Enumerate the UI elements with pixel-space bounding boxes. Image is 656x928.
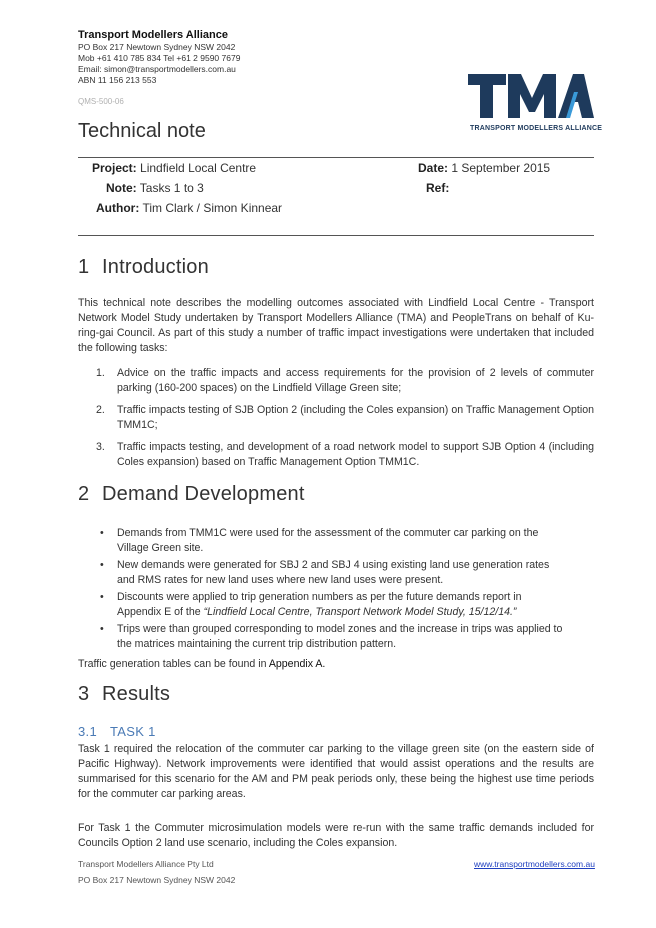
- section-2-heading: [78, 483, 305, 506]
- bullet-icon: •: [100, 559, 104, 571]
- section-3-title: Results: [102, 683, 171, 705]
- ref-label: Ref:: [426, 181, 450, 195]
- org-name: Transport Modellers Alliance: [78, 29, 228, 41]
- list-number: 1.: [96, 367, 105, 379]
- date-label: Date:: [418, 161, 449, 175]
- section-1-title: Introduction: [102, 256, 209, 278]
- appendix-note-text: Traffic generation tables can be found in: [78, 658, 269, 670]
- list-item-text: Traffic impacts testing of SJB Option 2 (including the Coles expansion) on Traffic Management Option TMM1C;: [117, 404, 594, 431]
- list-item: [96, 590, 566, 619]
- tma-logo: [466, 72, 603, 136]
- doc-code: QMS-500-06: [78, 97, 124, 106]
- list-item: [96, 440, 594, 470]
- section-1-number: 1: [78, 256, 90, 278]
- task1-paragraph-1: Task 1 required the relocation of the commuter car parking to the village green site (on the eastern side of Pacific Highway). Network improvements were identified that would assist operations and the results are summarised for this scenario for the AM and PM peak periods only, these being the highest use time periods for the commuter car parking areas.: [78, 743, 594, 800]
- list-number: 3.: [96, 441, 105, 453]
- appendix-note: [78, 657, 594, 672]
- list-item-text: Demands from TMM1C were used for the assessment of the commuter car parking on the Village Green site.: [117, 527, 539, 554]
- org-address: PO Box 217 Newtown Sydney NSW 2042: [78, 42, 236, 52]
- section-3-number: 3: [78, 683, 90, 705]
- appendix-reference: Appendix A.: [268, 658, 326, 670]
- project-row: [92, 161, 256, 175]
- author-row: [96, 201, 282, 215]
- task1-paragraph-2: For Task 1 the Commuter microsimulation models were re-run with the same traffic demands included for Councils Option 2 land use scenario, including the Coles expansion.: [78, 822, 594, 849]
- note-row: [106, 181, 204, 195]
- org-email: Email: simon@transportmodellers.com.au: [78, 64, 236, 74]
- list-item-text: Advice on the traffic impacts and access requirements for the provision of 2 levels of commuter parking (160-200 spaces) on the Lindfield Village Green site;: [117, 367, 594, 394]
- section-1-paragraph: This technical note describes the modelling outcomes associated with Lindfield Local Centre - Transport Network Model Study undertaken by Transport Modellers Alliance (TMA) and PeopleTrans on behalf of Ku-ring-gai Council. As part of this study a number of traffic impact investigations were undertaken that included the following tasks:: [78, 297, 594, 354]
- task-list: [96, 366, 594, 477]
- bullet-icon: •: [100, 623, 104, 635]
- note-label: Note:: [106, 181, 137, 195]
- list-item-text: New demands were generated for SBJ 2 and SBJ 4 using existing land use generation rates and RMS rates for new land uses where new land uses were present.: [117, 559, 550, 586]
- list-item: [96, 558, 566, 587]
- subsection-3-1-heading: [78, 724, 156, 739]
- subsection-number: 3.1: [78, 724, 97, 739]
- date-row: [418, 161, 550, 175]
- list-item: [96, 526, 566, 555]
- section-3-heading: [78, 683, 170, 706]
- divider-bottom: [78, 235, 594, 236]
- subsection-title: TASK 1: [110, 724, 156, 739]
- org-phone: Mob +61 410 785 834 Tel +61 2 9590 7679: [78, 53, 241, 63]
- section-1-heading: [78, 256, 209, 279]
- section-2-number: 2: [78, 483, 90, 505]
- footer-address: PO Box 217 Newtown Sydney NSW 2042: [78, 875, 236, 885]
- ref-row: [426, 181, 449, 195]
- divider-top: [78, 157, 594, 158]
- list-number: 2.: [96, 404, 105, 416]
- list-item-text: Discounts were applied to trip generation numbers as per the future demands report in Appendix E of the: [117, 591, 522, 618]
- footer-website-link[interactable]: www.transportmodellers.com.au: [474, 859, 595, 869]
- list-item: [96, 622, 566, 651]
- logo-tagline: TRANSPORT MODELLERS ALLIANCE: [470, 125, 603, 132]
- bullet-icon: •: [100, 591, 104, 603]
- project-label: Project:: [92, 161, 137, 175]
- list-item: [96, 403, 594, 433]
- demand-bullet-list: [96, 526, 566, 654]
- doc-type-title: Technical note: [78, 120, 206, 142]
- study-reference: “Lindfield Local Centre, Transport Network Model Study, 15/12/14.”: [203, 605, 517, 618]
- note-value: Tasks 1 to 3: [139, 181, 204, 195]
- bullet-icon: •: [100, 527, 104, 539]
- list-item: [96, 366, 594, 396]
- project-value: Lindfield Local Centre: [140, 161, 257, 175]
- author-label: Author:: [96, 201, 140, 215]
- date-value: 1 September 2015: [451, 161, 551, 175]
- list-item-text: Trips were than grouped corresponding to model zones and the increase in trips was applied to the matrices maintaining the current trip distribution pattern.: [117, 623, 563, 650]
- org-abn: ABN 11 156 213 553: [78, 75, 157, 85]
- section-2-title: Demand Development: [102, 483, 305, 505]
- footer-company: Transport Modellers Alliance Pty Ltd: [78, 859, 214, 869]
- list-item-text: Traffic impacts testing, and development of a road network model to support SJB Option 4 (including Coles expansion) based on Traffic Management Option TMM1C.: [117, 441, 594, 468]
- author-value: Tim Clark / Simon Kinnear: [142, 201, 283, 215]
